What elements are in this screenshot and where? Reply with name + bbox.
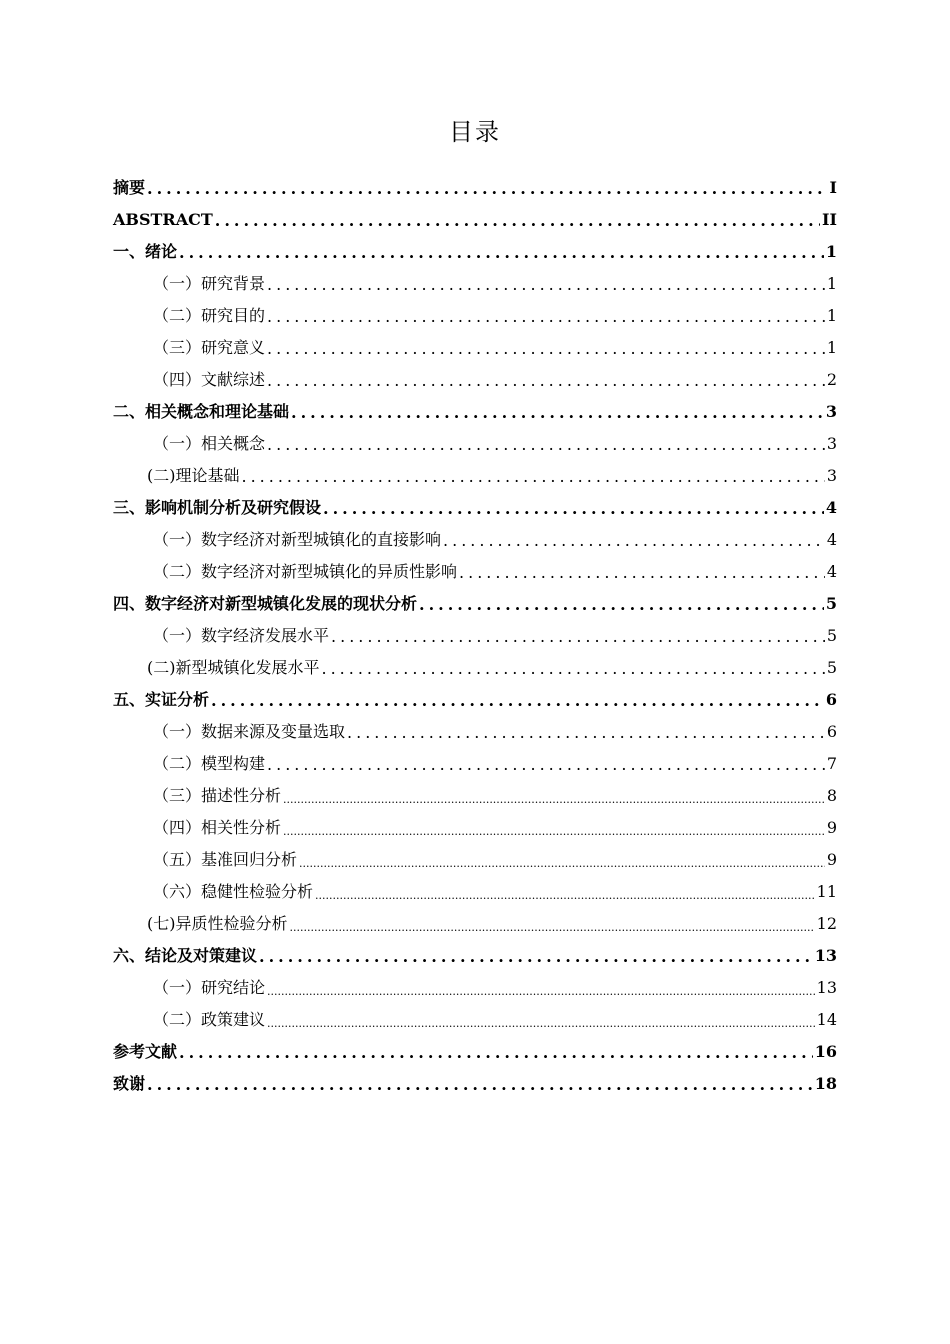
dot-leader [443,533,825,549]
toc-entry-label: 摘要 [113,178,146,197]
toc-entry-page: 6 [825,690,837,709]
toc-entry-page: 8 [826,786,837,805]
page-title: 目录 [449,118,501,146]
toc-entry-label: 五、实证分析 [113,690,210,709]
dot-leader [283,794,825,805]
toc-entry-section[interactable] [113,1004,837,1036]
dot-leader [322,661,825,677]
dot-leader [331,629,825,645]
toc-entry-section[interactable] [113,844,837,876]
toc-entry-label: （五）基准回归分析 [153,850,298,869]
dot-leader [267,373,825,389]
toc-entry-label: （一）研究背景 [153,274,266,293]
toc-entry-chapter-6[interactable] [113,940,837,972]
toc-entry-label: 致谢 [113,1074,146,1093]
toc-entry-section[interactable] [113,524,837,556]
toc-entry-section[interactable] [113,364,837,396]
dot-leader [315,890,815,901]
toc-entry-label: （四）相关性分析 [153,818,282,837]
dot-leader [147,1077,813,1093]
toc-entry-section[interactable] [113,268,837,300]
toc-entry-label: （二）政策建议 [153,1010,266,1029]
toc-entry-page: 14 [816,1010,837,1029]
toc-entry-chapter-1[interactable] [113,236,837,268]
toc-entry-section[interactable] [113,812,837,844]
toc-entry-page: 1 [826,306,837,325]
toc-entry-page: 4 [826,562,837,581]
toc-entry-section[interactable] [113,876,837,908]
toc-entry-label: （六）稳健性检验分析 [153,882,314,901]
dot-leader [242,469,825,485]
toc-entry-page: 2 [826,370,837,389]
toc-entry-section[interactable] [113,716,837,748]
toc-entry-page: 9 [826,850,837,869]
toc-entry-section[interactable] [113,556,837,588]
toc-entry-abstract-cn[interactable] [113,172,837,204]
toc-entry-label: (七)异质性检验分析 [147,914,288,933]
dot-leader [459,565,825,581]
dot-leader [290,922,815,933]
toc-entry-label: 六、结论及对策建议 [113,946,258,965]
toc-entry-page: 4 [825,498,837,517]
toc-entry-page: 4 [826,530,837,549]
toc-entry-page: 16 [814,1042,837,1061]
toc-entry-label: （四）文献综述 [153,370,266,389]
toc-entry-page: 7 [826,754,837,773]
toc-entry-section[interactable] [113,332,837,364]
toc-entry-label: （二）研究目的 [153,306,266,325]
toc-entry-page: 3 [825,402,837,421]
toc-entry-label: 一、绪论 [113,242,178,261]
dot-leader [267,757,825,773]
dot-leader [299,858,825,869]
toc-entry-page: 11 [816,882,837,901]
toc-entry-label: 四、数字经济对新型城镇化发展的现状分析 [113,594,418,613]
toc-entry-label: （一）数字经济发展水平 [153,626,330,645]
dot-leader [147,181,827,197]
toc-entry-section[interactable] [113,460,837,492]
toc-entry-label: （一）研究结论 [153,978,266,997]
toc-entry-chapter-5[interactable] [113,684,837,716]
toc-entry-label: （二）数字经济对新型城镇化的异质性影响 [153,562,458,581]
toc-entry-label: （二）模型构建 [153,754,266,773]
dot-leader [267,309,825,325]
toc-entry-label: 二、相关概念和理论基础 [113,402,290,421]
dot-leader [419,597,824,613]
toc-entry-label: (二)新型城镇化发展水平 [147,658,320,677]
toc-entry-references[interactable] [113,1036,837,1068]
dot-leader [267,437,825,453]
dot-leader [267,1018,815,1029]
toc-entry-section[interactable] [113,620,837,652]
toc-entry-label: （一）数据来源及变量选取 [153,722,346,741]
toc-entry-page: 1 [826,274,837,293]
toc-entry-label: （一）相关概念 [153,434,266,453]
toc-entry-page: 5 [825,594,837,613]
toc-entry-page: 9 [826,818,837,837]
dot-leader [267,986,815,997]
toc-entry-section[interactable] [113,652,837,684]
toc-entry-page: 13 [814,946,837,965]
toc-entry-label: (二)理论基础 [147,466,240,485]
toc-entry-section[interactable] [113,780,837,812]
toc-entry-chapter-4[interactable] [113,588,837,620]
table-of-contents [113,172,837,1100]
dot-leader [267,277,825,293]
toc-entry-label: （三）描述性分析 [153,786,282,805]
toc-entry-page: 3 [826,466,837,485]
toc-entry-page: 6 [826,722,837,741]
dot-leader [211,693,824,709]
toc-entry-page: 5 [826,658,837,677]
toc-entry-page: 18 [814,1074,837,1093]
toc-entry-page: 13 [816,978,837,997]
dot-leader [291,405,824,421]
toc-entry-label: ABSTRACT [113,210,213,229]
toc-entry-label: （三）研究意义 [153,338,266,357]
toc-entry-label: （一）数字经济对新型城镇化的直接影响 [153,530,442,549]
toc-entry-section[interactable] [113,748,837,780]
toc-entry-section[interactable] [113,428,837,460]
toc-entry-section[interactable] [113,908,837,940]
dot-leader [283,826,825,837]
toc-entry-page: 1 [825,242,837,261]
dot-leader [347,725,825,741]
toc-entry-section[interactable] [113,972,837,1004]
dot-leader [323,501,824,517]
toc-entry-page: 1 [826,338,837,357]
toc-entry-label: 三、影响机制分析及研究假设 [113,498,322,517]
toc-entry-page: 3 [826,434,837,453]
toc-entry-chapter-2[interactable] [113,396,837,428]
dot-leader [267,341,825,357]
toc-entry-page: I [829,178,837,197]
toc-entry-label: 参考文献 [113,1042,178,1061]
toc-entry-section[interactable] [113,300,837,332]
toc-entry-page: 5 [826,626,837,645]
dot-leader [179,1045,813,1061]
dot-leader [215,213,820,229]
dot-leader [179,245,824,261]
dot-leader [259,949,813,965]
toc-entry-acknowledgements[interactable] [113,1068,837,1100]
toc-entry-chapter-3[interactable] [113,492,837,524]
toc-entry-abstract-en[interactable] [113,204,837,236]
toc-entry-page: II [822,210,837,229]
toc-entry-page: 12 [816,914,837,933]
